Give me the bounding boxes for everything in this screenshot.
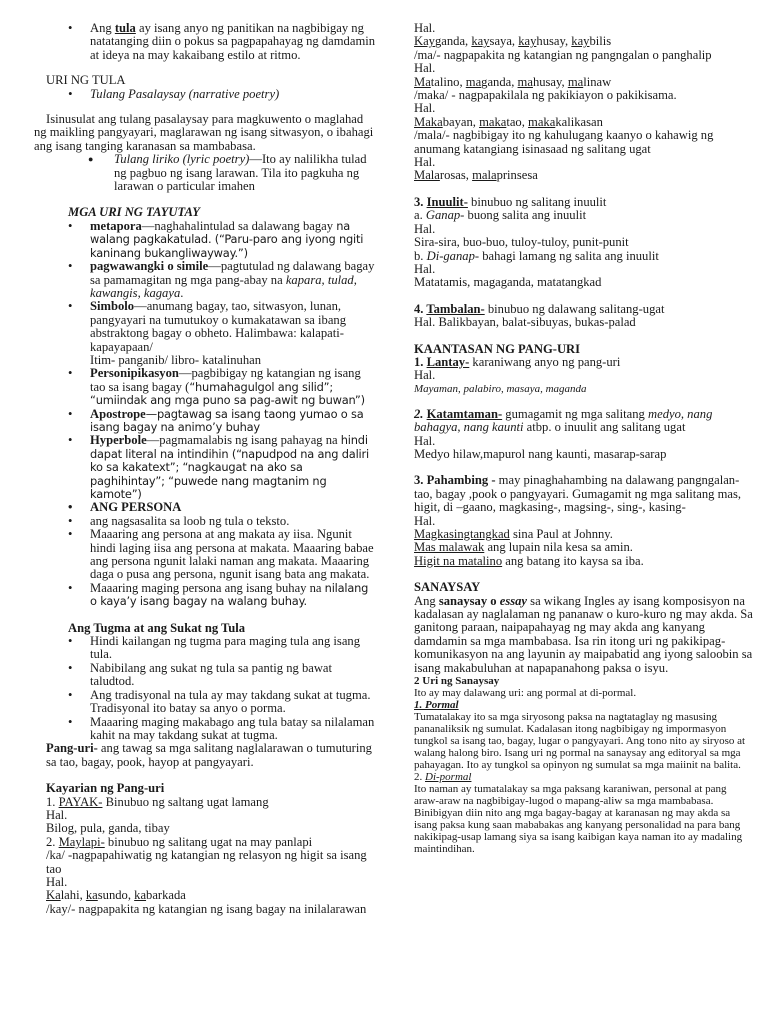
uri-list: [34, 88, 378, 101]
ma-definition: /ma/- nagpapakita ng katangian ng pangngalan o panghalip: [414, 47, 712, 62]
hal-label: Hal.: [414, 221, 436, 236]
persona-item: • ang nagsasalita sa loob ng tula o teksto.: [34, 515, 378, 528]
tugma-item: • Hindi kailangan ng tugma para maging tula ang isang tula.: [34, 635, 378, 662]
tayutay-item: • Hyperbole—pagmamalabis ng isang pahayag na hindi dapat literal na intindihin (“napudpod na ang daliri ko sa kakatext”; “nagkaugat na ako sa paghihintay”; “puwede nang magtanim ng kamote”): [34, 434, 378, 501]
hal-label: Hal.: [414, 155, 436, 170]
uri-title: URI NG TULA: [46, 73, 126, 88]
uri-item: • Tulang Pasalaysay (narrative poetry): [34, 88, 378, 101]
kaantasan-title: KAANTASAN NG PANG-URI: [414, 341, 581, 356]
sanaysay-title: SANAYSAY: [414, 580, 481, 595]
lantay-example: Mayaman, palabiro, masaya, maganda: [414, 382, 587, 395]
tayutay-title: MGA URI NG TAYUTAY: [68, 205, 200, 220]
tugma-item: • Nabibilang ang sukat ng tula sa pantig ng bawat taludtod.: [34, 662, 378, 689]
uri-sanaysay-title: 2 Uri ng Sanaysay: [414, 675, 500, 688]
intro-list: [34, 22, 378, 62]
ma-example: Matalino, maganda, mahusay, malinaw: [414, 74, 612, 89]
maka-definition: /maka/ - nagpapakilala ng pakikiayon o pakikisama.: [414, 88, 677, 103]
intro-item: • Ang tula ay isang anyo ng panitikan na nagbibigay ng natatanging diin o pokus sa pagpapahayag ng damdamin at ideya na may kakaibang estilo at ritmo.: [34, 22, 378, 62]
pormal-heading: 1. Pormal: [414, 699, 459, 712]
hal-label: Hal.: [414, 21, 436, 35]
tayutay-item: • Personipikasyon—pagbibigay ng katangian ng isang tao sa isang bagay (“humahagulgol ang silid”; “umiindak ang mga puno sa pag-awit ng buwan”): [34, 367, 378, 407]
inuulit-heading: 3. Inuulit- binubuo ng salitang inuulit: [414, 194, 607, 209]
right-column: [414, 0, 754, 855]
hal-label: Hal.: [414, 513, 436, 528]
kayarian-title: Kayarian ng Pang-uri: [46, 781, 165, 796]
kay-definition: /kay/- nagpapakita ng katangian ng isang bagay na inilalarawan: [46, 901, 367, 916]
persona-item: • Maaaring ang persona at ang makata ay iisa. Ngunit hindi laging iisa ang persona at makata. Maaaring babae ang persona ngunit lalaki naman ang makata. Maaaring daga o pusa ang persona, ngunit isang bata ang makata.: [34, 528, 378, 582]
tugma-list: [34, 635, 378, 742]
pormal-text: Tumatalakay ito sa mga siryosong paksa na nagtataglay ng masusing pananaliksik ng sumulat. Kadalasan itong nagbibigay ng impormasyon tungkol sa isang tao, bagay, lugar o pangyayari. Ang tono nito ay siryoso at walang halong biro. Isang uri ng pormal na sanaysay ang editoryal sa mga pahayagan. Ito ay tungkol sa opinyon ng sumulat sa mga maiinit na balita.: [414, 711, 746, 772]
ka-example: Kalahi, kasundo, kabarkada: [46, 888, 186, 903]
hal-label: Hal.: [414, 433, 436, 448]
uri-sanaysay-text: Ito ay may dalawang uri: ang pormal at di-pormal.: [414, 687, 637, 700]
mala-definition: /mala/- nagbibigay ito ng kahulugang kaanyo o kahawig ng anumang katangiang isinasaad ng salitang ugat: [414, 128, 714, 156]
pahambing-example: Higit na matalino ang batang ito kaysa sa iba.: [414, 553, 644, 568]
pahambing-heading: 3. Pahambing - may pinaghahambing na dalawang pangngalan- tao, bagay ,pook o pangyayari. Gumagamit ng mga salitang mas, higit, di –gaano, magkasing-, magsing-, sing-, kasing-: [414, 473, 742, 515]
sanaysay-paragraph: Ang sanaysay o essay sa wikang Ingles ay isang komposisyon na kadalasan ay naglalaman ng pananaw o kuro-kuro ng may akda. Sa ganitong paraan, naipapahayag ng may akda ang kanyang damdamin sa mga mambabasa. Isa rin itong uri ng pakikipag-komunikasyon na ang layunin ay maipabatid ang iyong saloobin sa isang makabuluhan at napapanahong paksa o isyu.: [414, 593, 753, 675]
tugma-item: • Ang tradisyonal na tula ay may takdang sukat at tugma. Tradisyonal ito batay sa anyo o porma.: [34, 689, 378, 716]
katamtaman-heading: 2. Katamtaman- gumagamit ng mga salitang medyo, nang bahagya, nang kaunti atbp. o inuulit ang salitang ugat: [414, 406, 713, 435]
hal-label: Hal.: [414, 101, 436, 116]
persona-item: • Maaaring maging persona ang isang buhay na nilalang o kaya’y isang bagay na walang buhay.: [34, 582, 378, 609]
payak-heading: 1. PAYAK- Binubuo ng saltang ugat lamang: [46, 794, 269, 809]
dipormal-text: Ito naman ay tumatalakay sa mga paksang karaniwan, personal at pang araw-araw na nagbibigay-lugod o mapang-aliw sa mga mambabasa. Binibigyan diin nito ang mga bagay-bagay at karanasan ng may akda sa isang paksa kung saan mababakas ang kanyang personalidad na para bang nakikipag-usap lamang siya sa isang kaibigan kaya naman ito ay madaling maintindihan.: [414, 783, 743, 856]
salaysay-paragraph: Isinusulat ang tulang pasalaysay para magkuwento o maglahad ng maikling pangyayari, maglarawan ng isang sitwasyon, o ibahagi ang isang tanging karanasan sa mambabasa.: [34, 112, 374, 153]
hal-label: Hal.: [46, 874, 68, 889]
tugma-title: Ang Tugma at ang Sukat ng Tula: [68, 620, 246, 635]
hal-label: Hal.: [414, 261, 436, 276]
maka-example: Makabayan, makatao, makakalikasan: [414, 114, 603, 129]
kay-example: Kayganda, kaysaya, kayhusay, kaybilis: [414, 34, 612, 49]
lantay-heading: 1. Lantay- karaniwang anyo ng pang-uri: [414, 354, 621, 369]
tugma-item: • Maaaring maging makabago ang tula batay sa nilalaman kahit na may takdang sukat at tugma.: [34, 716, 378, 743]
pahambing-example: Magkasingtangkad sina Paul at Johnny.: [414, 527, 613, 541]
hal-label: Hal.: [414, 368, 436, 383]
tayutay-item: • Apostrope—pagtawag sa isang taong yumao o sa isang bagay na animo’y buhay: [34, 408, 378, 435]
kayarian-block: [34, 796, 378, 917]
tayutay-item: • pagwawangki o simile—pagtutulad ng dalawang bagay sa pamamagitan ng mga pang-abay na kapara, tulad, kawangis, kagaya.: [34, 260, 378, 300]
ka-definition: /ka/ -nagpapahiwatig ng katangian ng relasyon ng higit sa isang tao: [46, 848, 367, 876]
pahambing-example: Mas malawak ang lupain nila kesa sa amin.: [414, 540, 633, 555]
left-column: [34, 0, 378, 916]
hal-label: Hal.: [414, 61, 436, 76]
diganap-line: b. Di-ganap- bahagi lamang ng salita ang inuulit: [414, 248, 659, 263]
ganap-line: a. Ganap- buong salita ang inuulit: [414, 208, 587, 223]
tambalan-example: Hal. Balikbayan, balat-sibuyas, bukas-palad: [414, 315, 636, 330]
diganap-example: Matatamis, magaganda, matatangkad: [414, 275, 602, 290]
payak-example: Bilog, pula, ganda, tibay: [46, 821, 170, 836]
tayutay-item: • Simbolo—anumang bagay, tao, sitwasyon, lunan, pangyayari na tumutukoy o kumakatawan sa ibang abstraktong bagay o obheto. Halimbawa: kalapati- kapayapaan/ Itim- panganib/ libro- katalinuhan: [34, 300, 378, 367]
hal-label: Hal.: [46, 807, 68, 822]
tayutay-list: [34, 220, 378, 609]
liriko-item: ● Tulang liriko (lyric poetry)—Ito ay nalilikha tulad ng pagbuo ng isang larawan. Tila ito pagkuha ng larawan o particular imahen: [34, 153, 378, 193]
tayutay-item: • metapora—naghahalintulad sa dalawang bagay na walang pagkakatulad. (“Paru-paro ang iyong ngiti kaninang bukangliwayway.”): [34, 220, 378, 260]
katamtaman-example: Medyo hilaw,mapurol nang kaunti, masarap-sarap: [414, 446, 667, 461]
maylapi-heading: 2. Maylapi- binubuo ng salitang ugat na may panlapi: [46, 834, 313, 849]
tambalan-heading: 4. Tambalan- binubuo ng dalawang salitang-ugat: [414, 301, 665, 316]
ganap-example: Sira-sira, buo-buo, tuloy-tuloy, punit-punit: [414, 235, 629, 250]
mala-example: Malarosas, malaprinsesa: [414, 168, 538, 183]
panguri-definition: Pang-uri- ang tawag sa mga salitang naglalarawan o tumuturing sa tao, bagay, pook, hayop at pangyayari.: [46, 741, 372, 769]
persona-title: • ANG PERSONA: [34, 501, 378, 514]
dipormal-heading: 2. Di-pormal: [414, 771, 472, 784]
liriko-list: [34, 153, 378, 193]
